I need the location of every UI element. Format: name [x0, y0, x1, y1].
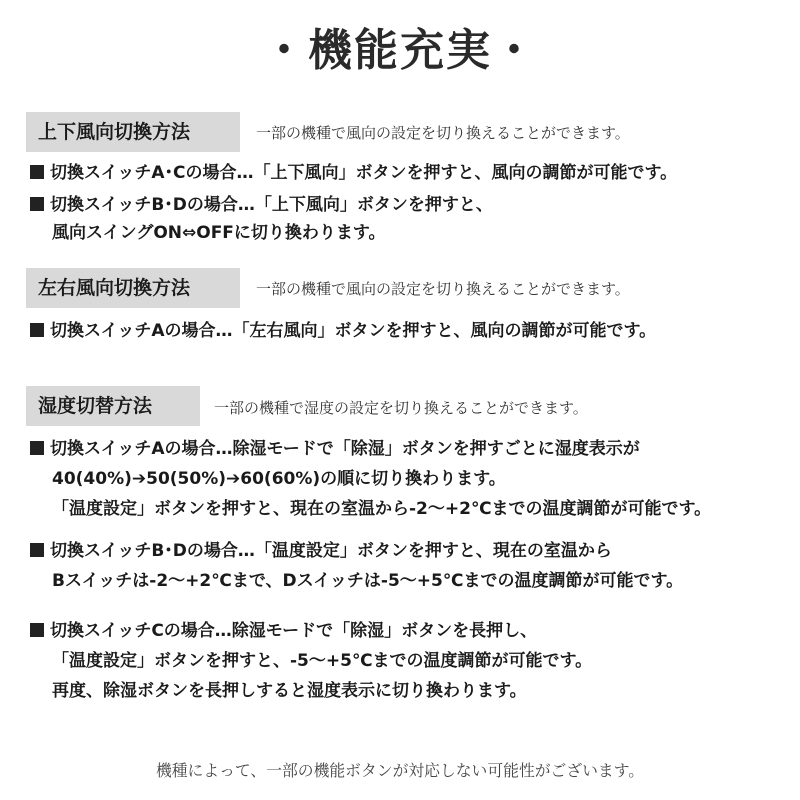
bullet-square-icon [30, 543, 44, 557]
list-item-continuation: 「温度設定」ボタンを押すと、現在の室温から-2～+2℃までの温度調節が可能です。 [52, 499, 712, 519]
line-text: 切換スイッチCの場合…除湿モードで「除湿」ボタンを長押し、 [50, 621, 538, 641]
list-item [30, 161, 677, 185]
section-note: 一部の機種で湿度の設定を切り換えることができます。 [214, 399, 588, 417]
line-text: 切換スイッチA･Cの場合…「上下風向」ボタンを押すと、風向の調節が可能です。 [50, 163, 678, 183]
section-heading-horizontal-airflow: 左右風向切換方法 [26, 268, 240, 308]
line-text: 切換スイッチAの場合…除湿モードで「除湿」ボタンを押すごとに湿度表示が [50, 439, 640, 459]
list-item-continuation: 再度、除湿ボタンを長押しすると湿度表示に切り換わります。 [52, 681, 527, 701]
list-item [30, 539, 612, 563]
page-title: ・機能充実・ [262, 25, 538, 76]
section-note: 一部の機種で風向の設定を切り換えることができます。 [256, 280, 630, 298]
list-item-continuation: 40(40%)➔50(50%)➔60(60%)の順に切り換わります。 [52, 469, 506, 489]
list-item-continuation: 「温度設定」ボタンを押すと、-5～+5℃までの温度調節が可能です。 [52, 651, 593, 671]
section-heading-vertical-airflow: 上下風向切換方法 [26, 112, 240, 152]
bullet-square-icon [30, 623, 44, 637]
list-item [30, 619, 537, 643]
line-text: 切換スイッチAの場合…「左右風向」ボタンを押すと、風向の調節が可能です。 [50, 321, 657, 341]
bullet-square-icon [30, 323, 44, 337]
bullet-square-icon [30, 197, 44, 211]
line-text: 切換スイッチB･Dの場合…「温度設定」ボタンを押すと、現在の室温から [50, 541, 612, 561]
list-item [30, 319, 656, 343]
section-note: 一部の機種で風向の設定を切り換えることができます。 [256, 124, 630, 142]
bullet-square-icon [30, 441, 44, 455]
footer-note: 機種によって、一部の機能ボタンが対応しない可能性がございます。 [155, 761, 645, 780]
list-item-continuation: Bスイッチは-2～+2℃まで、Dスイッチは-5～+5℃までの温度調節が可能です。 [52, 571, 684, 591]
list-item [30, 193, 493, 217]
list-item [30, 437, 640, 461]
section-heading-humidity: 湿度切替方法 [26, 386, 200, 426]
line-text: 切換スイッチB･Dの場合…「上下風向」ボタンを押すと、 [50, 195, 493, 215]
list-item-continuation: 風向スイングON⇔OFFに切り換わります。 [52, 223, 386, 243]
bullet-square-icon [30, 165, 44, 179]
